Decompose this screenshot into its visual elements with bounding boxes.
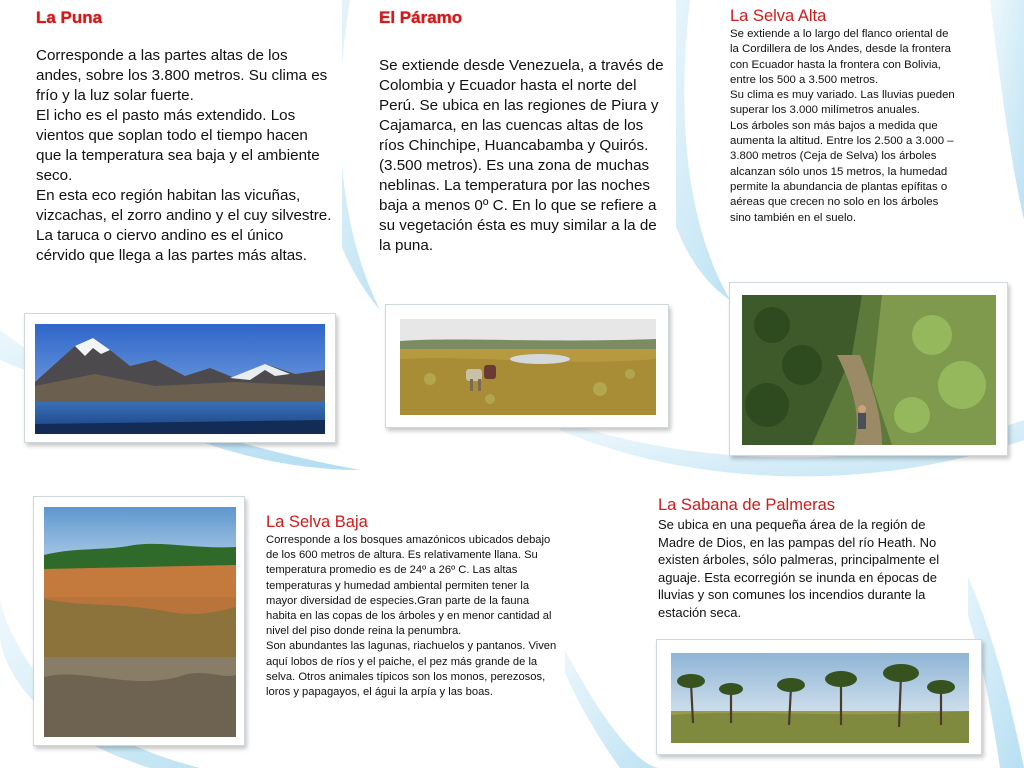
paramo-body: Se extiende desde Venezuela, a través de Colombia y Ecuador hasta el norte del Perú. Se ubica en las regiones de Piura y Cajamarca, en las cuencas altas de los ríos Chinchipe, Huancabamba y Quirós. (3.500 metros). Es una zona de muchas neblinas. La temperatura por las noches baja a menos 0º C. En lo que se refiere a su vegetación ésta es muy similar a la de la puna. [379, 57, 664, 254]
puna-body: Corresponde a las partes altas de los andes, sobre los 3.800 metros. Su clima es frío y la luz solar fuerte. El icho es el pasto más extendido. Los vientos que soplan todo el tiempo hacen que la temperatura sea baja y el ambiente seco. En esta eco región habitan las vicuñas, vizcachas, el zorro andino y el cuy silvestre. La taruca o ciervo andino es el único cérvido que llega a las partes más altas. [36, 47, 332, 264]
puna-title: La Puna [36, 8, 103, 27]
sabana-body: Se ubica en una pequeña área de la región de Madre de Dios, en las pampas del río Heath. No existen árboles, sólo palmeras, principalmente el aguaje. Esta ecorregión se inunda en épocas de lluvias y son comunes los incendios durante la estación seca. [658, 517, 940, 620]
photo-selva-baja-river [33, 496, 245, 746]
card-la-puna [26, 0, 342, 296]
paramo-title: El Páramo [379, 8, 463, 27]
selva-alta-title: La Selva Alta [730, 7, 827, 25]
card-la-selva-alta [722, 0, 968, 282]
sabana-title: La Sabana de Palmeras [658, 496, 836, 514]
photo-paramo-grassland [385, 304, 669, 428]
selva-baja-body: Corresponde a los bosques amazónicos ubicados debajo de los 600 metros de altura. Es relativamente llana. Su temperatura promedio es de 24º a 26º C. Las altas temperaturas y humedad ambiental permiten tener la mayor diversidad de especies.Gran parte de la fauna habita en las copas de los árboles y en menor cantidad al nivel del piso donde reina la penumbra. Son abundantes las lagunas, riachuelos y pantanos. Viven aquí lobos de ríos y el paiche, el pez más grande de la selva. Otros animales típicos son los monos, perezosos, loros y papagayos, el águi la arpía y las boas. [266, 534, 557, 699]
photo-puna-mountains-lake [24, 313, 336, 443]
card-la-selva-baja [260, 508, 565, 740]
photo-sabana-palms [656, 639, 982, 755]
selva-baja-title: La Selva Baja [266, 513, 368, 531]
card-el-paramo [370, 0, 676, 286]
card-la-sabana-de-palmeras [650, 490, 968, 626]
photo-selva-alta-forest-trail [729, 282, 1008, 456]
selva-alta-body: Se extiende a lo largo del flanco oriental de la Cordillera de los Andes, desde la frontera con Ecuador hasta la frontera con Bolivia, entre los 500 a 3.500 metros. Su clima es muy variado. Las lluvias pueden superar los 3.000 milímetros anuales. Los árboles son más bajos a medida que aumenta la altitud. Entre los 2.500 a 3.000 – 3.800 metros (Ceja de Selva) los árboles alcanzan sólo unos 15 metros, la humedad permite la abundancia de plantas epífitas o aéreas que crecen no solo en los árboles sino también en el suelo. [730, 28, 955, 224]
